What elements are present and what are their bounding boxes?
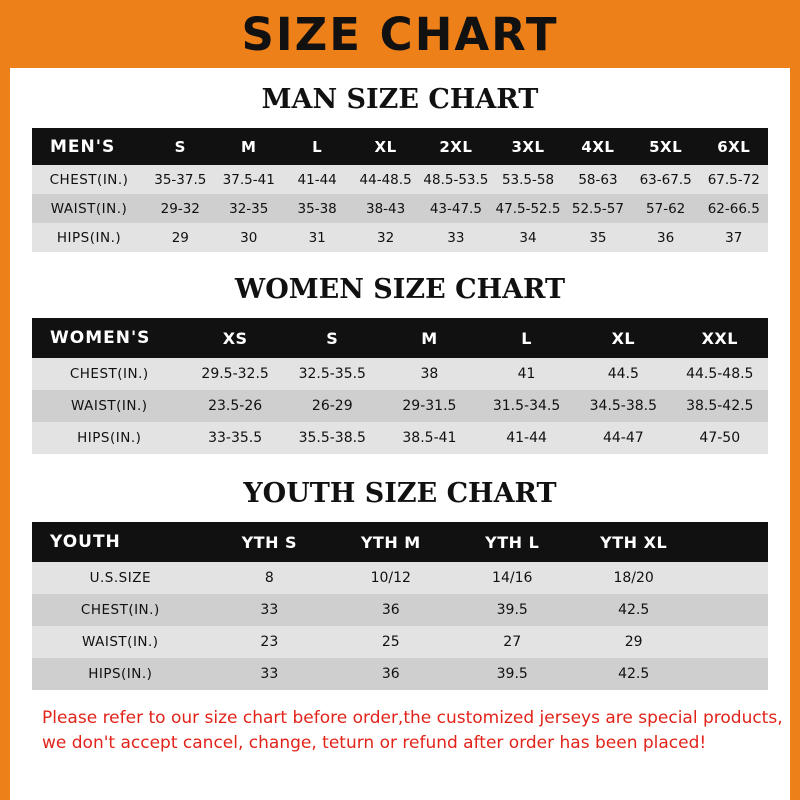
- table-cell: 32: [377, 229, 395, 246]
- women-col-xxl: XXL: [701, 328, 738, 348]
- men-col-6xl: 6XL: [717, 137, 751, 156]
- table-row: [32, 165, 768, 194]
- men-col-4xl: 4XL: [581, 137, 615, 156]
- youth-row-label-hips: HIPS(IN.): [88, 666, 153, 682]
- men-size-table: [32, 128, 768, 252]
- women-header-row: [32, 318, 768, 358]
- table-cell: 47-50: [699, 430, 741, 446]
- table-cell: 47.5-52.5: [495, 200, 561, 217]
- table-cell: 63-67.5: [639, 171, 692, 188]
- youth-row-label-chest: CHEST(IN.): [80, 602, 160, 618]
- men-col-s: S: [174, 137, 186, 156]
- table-cell: 41-44: [297, 171, 337, 188]
- women-row-label-hips: HIPS(IN.): [77, 430, 142, 446]
- men-col-m: M: [241, 137, 257, 156]
- table-cell: 37: [725, 229, 743, 246]
- table-cell: 23: [260, 634, 279, 650]
- table-cell: 57-62: [646, 200, 686, 217]
- table-cell: 41-44: [506, 430, 547, 446]
- table-cell: 44-47: [602, 430, 644, 446]
- youth-size-table: [32, 522, 768, 690]
- banner-title: SIZE CHART: [241, 7, 559, 61]
- table-cell: 43-47.5: [429, 200, 482, 217]
- table-cell: 29-32: [160, 200, 200, 217]
- table-cell-spacer: [694, 658, 768, 690]
- men-row-header: MEN'S: [50, 136, 116, 157]
- table-cell: 41: [517, 366, 536, 382]
- table-cell: 36: [657, 229, 675, 246]
- men-col-l: L: [312, 137, 323, 156]
- table-cell: 25: [381, 634, 400, 650]
- order-note-line-2: we don't accept cancel, change, teturn or refund after order has been placed!: [42, 732, 707, 753]
- table-cell: 29: [624, 634, 643, 650]
- table-cell: 42.5: [618, 602, 650, 618]
- table-cell: 35: [589, 229, 607, 246]
- table-cell: 8: [264, 570, 274, 586]
- table-row: [32, 594, 768, 626]
- women-section-title: WOMEN SIZE CHART: [234, 274, 566, 305]
- table-cell-spacer: [694, 562, 768, 594]
- table-row: [32, 390, 768, 422]
- table-cell: 27: [503, 634, 522, 650]
- table-cell: 33: [260, 602, 279, 618]
- banner: [10, 0, 790, 68]
- men-col-5xl: 5XL: [649, 137, 683, 156]
- men-header-row: [32, 128, 768, 165]
- order-note-line-1: Please refer to our size chart before order,the customized jerseys are special products,: [42, 708, 783, 728]
- table-cell: 39.5: [496, 602, 528, 618]
- table-cell: 35-37.5: [154, 171, 207, 188]
- table-cell: 32-35: [229, 200, 269, 217]
- youth-row-label-waist: WAIST(IN.): [82, 634, 159, 650]
- table-cell: 29.5-32.5: [201, 366, 269, 382]
- table-row: [32, 626, 768, 658]
- men-section-title: MAN SIZE CHART: [261, 84, 539, 115]
- content: [10, 68, 790, 800]
- table-row: [32, 422, 768, 454]
- women-col-xl: XL: [611, 328, 636, 348]
- table-row: [32, 358, 768, 390]
- table-cell: 42.5: [618, 666, 650, 682]
- table-cell: 62-66.5: [707, 200, 760, 217]
- table-cell: 32.5-35.5: [298, 366, 366, 382]
- youth-col-xl: YTH XL: [600, 532, 668, 552]
- table-cell: 35.5-38.5: [298, 430, 366, 446]
- men-col-xl: XL: [374, 137, 397, 156]
- youth-row-header: YOUTH: [50, 532, 121, 552]
- table-cell: 34.5-38.5: [589, 398, 658, 414]
- youth-col-m: YTH M: [360, 532, 421, 552]
- men-col-3xl: 3XL: [511, 137, 545, 156]
- table-cell: 14/16: [492, 570, 533, 586]
- table-cell: 18/20: [613, 570, 654, 586]
- table-cell: 34: [519, 229, 537, 246]
- youth-header-row: [32, 522, 768, 562]
- women-row-header: WOMEN'S: [50, 328, 151, 348]
- table-cell: 58-63: [578, 171, 618, 188]
- table-cell: 53.5-58: [501, 171, 555, 188]
- table-row: [32, 194, 768, 223]
- table-cell-spacer: [694, 626, 768, 658]
- table-cell: 38.5-42.5: [686, 398, 754, 414]
- youth-section-title: YOUTH SIZE CHART: [243, 478, 557, 509]
- order-note: [32, 706, 783, 755]
- table-cell: 30: [240, 229, 258, 246]
- table-cell: 33-35.5: [208, 430, 263, 446]
- youth-col-l: YTH L: [485, 532, 540, 552]
- table-row: [32, 658, 768, 690]
- table-cell: 39.5: [496, 666, 528, 682]
- table-cell: 48.5-53.5: [423, 171, 489, 188]
- table-cell: 38: [420, 366, 439, 382]
- table-cell: 36: [381, 602, 400, 618]
- table-cell: 29: [171, 229, 189, 246]
- men-row-label-hips: HIPS(IN.): [56, 229, 122, 246]
- table-cell: 44-48.5: [359, 171, 412, 188]
- table-cell: 44.5-48.5: [686, 366, 754, 382]
- table-cell: 44.5: [607, 366, 639, 382]
- women-row-label-waist: WAIST(IN.): [71, 398, 148, 414]
- youth-col-s: YTH S: [241, 532, 298, 552]
- table-cell: 35-38: [297, 200, 337, 217]
- table-cell: 38-43: [365, 200, 406, 217]
- women-size-table: [32, 318, 768, 454]
- table-cell: 31.5-34.5: [492, 398, 561, 414]
- men-row-label-waist: WAIST(IN.): [50, 200, 128, 217]
- table-row: [32, 223, 768, 252]
- table-cell: 52.5-57: [571, 200, 624, 217]
- table-cell: 67.5-72: [707, 171, 760, 188]
- women-col-l: L: [521, 328, 532, 348]
- table-cell: 31: [308, 229, 326, 246]
- women-row-label-chest: CHEST(IN.): [69, 366, 149, 382]
- women-col-s: S: [326, 328, 339, 348]
- table-cell: 29-31.5: [402, 398, 457, 414]
- table-cell: 36: [381, 666, 400, 682]
- table-cell: 10/12: [370, 570, 411, 586]
- women-col-xs: XS: [222, 328, 248, 348]
- table-cell-spacer: [694, 594, 768, 626]
- table-cell: 38.5-41: [402, 430, 457, 446]
- table-cell: 37.5-41: [222, 171, 275, 188]
- table-cell: 23.5-26: [208, 398, 263, 414]
- table-cell: 33: [260, 666, 279, 682]
- women-col-m: M: [421, 328, 438, 348]
- men-col-2xl: 2XL: [439, 137, 473, 156]
- youth-row-label-ussize: U.S.SIZE: [89, 570, 151, 586]
- men-row-label-chest: CHEST(IN.): [49, 171, 129, 188]
- youth-col-spacer: [694, 522, 768, 562]
- table-cell: 26-29: [311, 398, 353, 414]
- table-row: [32, 562, 768, 594]
- table-cell: 33: [447, 229, 465, 246]
